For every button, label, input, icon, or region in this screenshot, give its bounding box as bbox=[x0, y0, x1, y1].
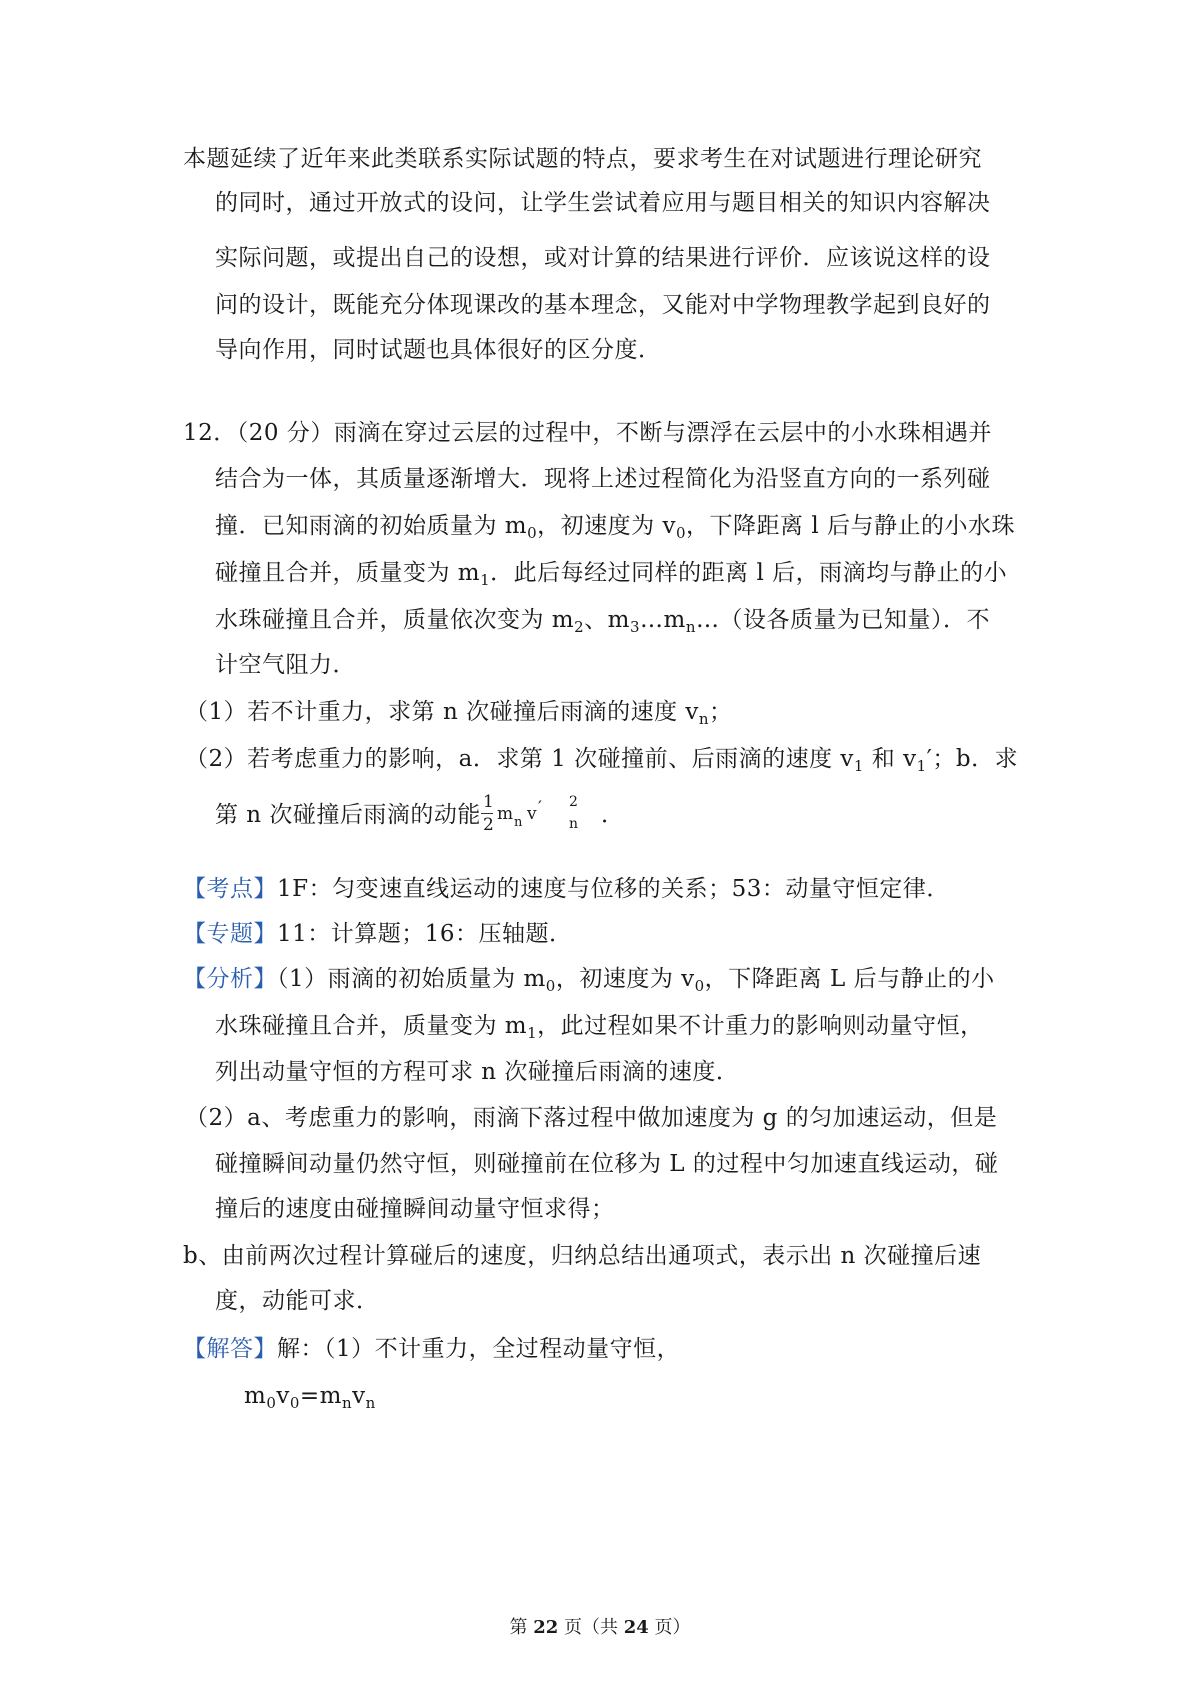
problem-line-6: 计空气阻力． bbox=[215, 652, 356, 678]
fenxi-line-8: 度，动能可求． bbox=[215, 1288, 380, 1314]
page-total: 24 bbox=[623, 1617, 649, 1638]
problem-title: 12．（20 分）雨滴在穿过云层的过程中，不断与漂浮在云层中的小水珠相遇并 bbox=[183, 420, 992, 446]
problem-line-3: 撞．已知雨滴的初始质量为 $m_0$，初速度为 $v_0$，下降距离 l 后与静止的小水珠 bbox=[215, 513, 1016, 542]
page-footer: 第 22 页（共 24 页） bbox=[509, 1617, 691, 1638]
question-2b: 第 n 次碰撞后雨滴的动能 1 2 m n v ′ 2 n ． bbox=[215, 792, 624, 840]
question-2: （2）若考虑重力的影响，a．求第 1 次碰撞前、后雨滴的速度 $v_1$ 和 $v_1'$；b．求 bbox=[185, 746, 1019, 775]
comment-line-1: 本题延续了近年来此类联系实际试题的特点，要求考生在对试题进行理论研究 bbox=[183, 146, 982, 172]
comment-line-2: 的同时，通过开放式的设问，让学生尝试着应用与题目相关的知识内容解决 bbox=[215, 190, 991, 216]
fenxi-tag: 【分析】 bbox=[183, 966, 277, 992]
problem-line-5: 水珠碰撞且合并，质量依次变为 $m_2$、$m_3\dots m_n\dots$（设各质量为已知量）．不 bbox=[215, 607, 991, 636]
fenxi-line-5: 碰撞瞬间动量仍然守恒，则碰撞前在位移为 L 的过程中匀加速直线运动，碰 bbox=[215, 1151, 999, 1177]
question-1: （1）若不计重力，求第 n 次碰撞后雨滴的速度 $v_n$； bbox=[185, 699, 733, 728]
kinetic-energy-formula: 1 2 m n v ′ 2 n bbox=[482, 792, 579, 835]
fenxi-line-4: （2）a、考虑重力的影响，雨滴下落过程中做加速度为 g 的匀加速运动，但是 bbox=[185, 1105, 998, 1131]
comment-line-5: 导向作用，同时试题也具体很好的区分度． bbox=[215, 337, 662, 363]
fenxi-line-1: 【分析】（1）雨滴的初始质量为 $m_0$，初速度为 $v_0$，下降距离 L 后与静止的小 bbox=[183, 966, 995, 995]
kaodian-tag: 【考点】 bbox=[183, 876, 277, 902]
jieda: 【解答】解：（1）不计重力，全过程动量守恒， bbox=[183, 1336, 681, 1362]
zhuanti-tag: 【专题】 bbox=[183, 921, 277, 947]
kaodian: 【考点】1F：匀变速直线运动的速度与位移的关系；53：动量守恒定律． bbox=[183, 876, 950, 902]
problem-line-4: 碰撞且合并，质量变为 $m_1$．此后每经过同样的距离 l 后，雨滴均与静止的小 bbox=[215, 560, 1008, 589]
comment-line-4: 问的设计，既能充分体现课改的基本理念，又能对中学物理教学起到良好的 bbox=[215, 292, 991, 318]
comment-line-3: 实际问题，或提出自己的设想，或对计算的结果进行评价．应该说这样的设 bbox=[215, 245, 991, 271]
momentum-equation: $m_0v_0=m_nv_n$ bbox=[244, 1383, 376, 1412]
jieda-tag: 【解答】 bbox=[183, 1336, 277, 1362]
fenxi-line-6: 撞后的速度由碰撞瞬间动量守恒求得； bbox=[215, 1196, 615, 1222]
fenxi-line-3: 列出动量守恒的方程可求 n 次碰撞后雨滴的速度． bbox=[215, 1059, 740, 1085]
page-number: 22 bbox=[533, 1617, 559, 1638]
zhuanti: 【专题】11：计算题；16：压轴题． bbox=[183, 921, 573, 947]
problem-line-2: 结合为一体，其质量逐渐增大．现将上述过程简化为沿竖直方向的一系列碰 bbox=[215, 466, 991, 492]
fenxi-line-2: 水珠碰撞且合并，质量变为 $m_1$，此过程如果不计重力的影响则动量守恒， bbox=[215, 1013, 984, 1042]
fenxi-line-7: b、由前两次过程计算碰后的速度，归纳总结出通项式，表示出 n 次碰撞后速 bbox=[183, 1243, 982, 1269]
